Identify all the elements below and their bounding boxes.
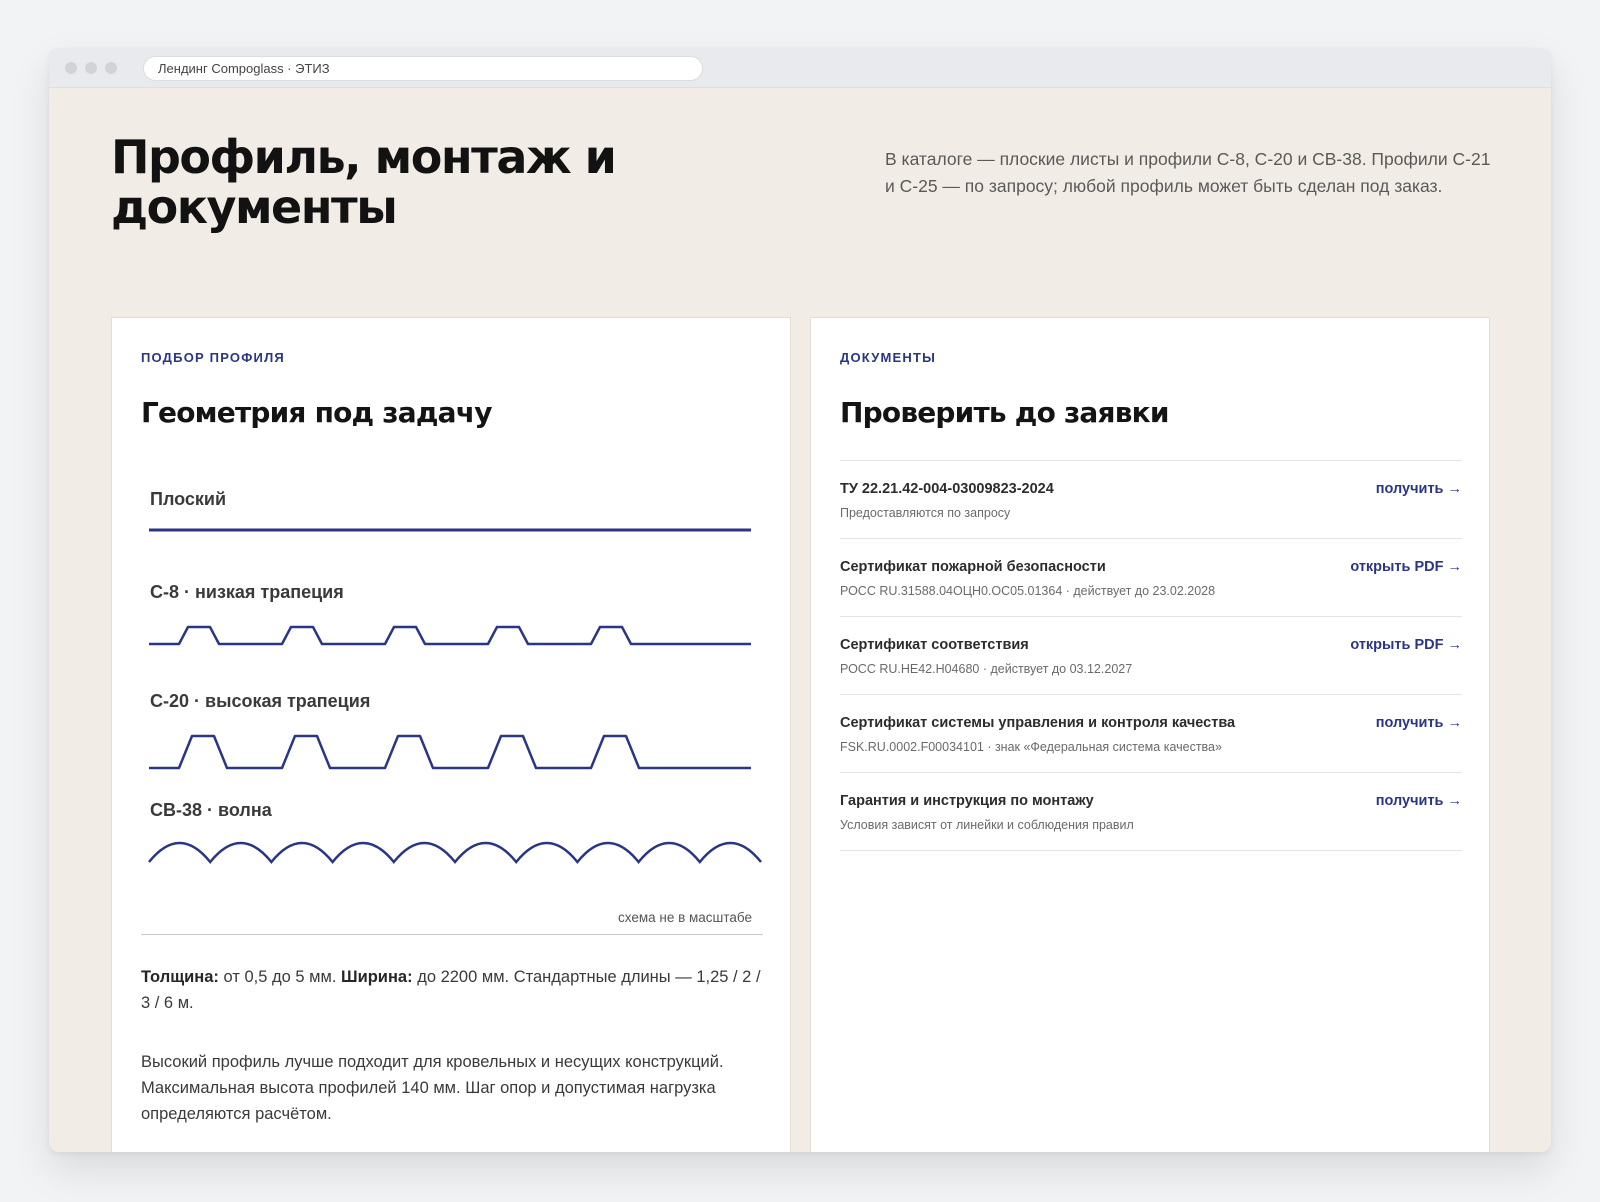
profile-label-c20: С-20 · высокая трапеция	[150, 691, 371, 711]
document-row	[840, 461, 1462, 539]
document-row	[840, 773, 1462, 851]
document-subtitle: Предоставляются по запросу	[840, 506, 1011, 520]
get-document-link[interactable]: получить →	[1375, 481, 1462, 497]
window-close-dot[interactable]	[65, 62, 77, 74]
page-title: Профиль, монтаж и документы	[111, 130, 616, 234]
window-maximize-dot[interactable]	[105, 62, 117, 74]
scale-note: схема не в масштабе	[617, 910, 752, 925]
profile-label-c8: С-8 · низкая трапеция	[150, 582, 344, 602]
document-title: Гарантия и инструкция по монтажу	[840, 793, 1094, 809]
documents-card-eyebrow: ДОКУМЕНТЫ	[840, 350, 937, 365]
address-bar[interactable]: Лендинг Compoglass · ЭТИЗ	[143, 56, 703, 81]
profile-label-flat: Плоский	[150, 489, 227, 509]
page-content	[49, 88, 1551, 1152]
get-document-link[interactable]: получить →	[1375, 793, 1462, 809]
document-title: Сертификат соответствия	[840, 637, 1029, 653]
profile-card-title: Геометрия под задачу	[141, 396, 492, 429]
profile-label-sv38: СВ-38 · волна	[150, 800, 272, 820]
document-title: Сертификат пожарной безопасности	[840, 559, 1106, 575]
document-row	[840, 695, 1462, 773]
profile-card-eyebrow: ПОДБОР ПРОФИЛЯ	[141, 350, 285, 365]
specs-text	[141, 964, 761, 1016]
width-value: до 2200 мм. Стандартные длины — 1,25 / 2 / 3 / 6 м.	[141, 968, 761, 1012]
browser-toolbar	[49, 48, 1551, 88]
document-subtitle: РОСС RU.31588.04ОЦН0.ОС05.01364 · действует до 23.02.2028	[840, 584, 1216, 598]
browser-window	[49, 48, 1551, 1152]
c20-profile-diagram	[148, 731, 758, 773]
profile-selection-card	[111, 317, 791, 1152]
document-subtitle: Условия зависят от линейки и соблюдения правил	[840, 818, 1134, 832]
document-subtitle: РОСС RU.НЕ42.Н04680 · действует до 03.12.2027	[840, 662, 1133, 676]
documents-list	[840, 460, 1462, 851]
open-pdf-link[interactable]: открыть PDF →	[1350, 559, 1462, 575]
profile-note: Высокий профиль лучше подходит для кровельных и несущих конструкций. Максимальная высота профилей 140 мм. Шаг опор и допустимая нагрузка определяются расчётом.	[141, 1053, 724, 1123]
document-row	[840, 617, 1462, 695]
thickness-label: Толщина:	[141, 968, 219, 986]
section-divider	[141, 934, 763, 935]
documents-card-title: Проверить до заявки	[840, 396, 1169, 429]
get-document-link[interactable]: получить →	[1375, 715, 1462, 731]
document-subtitle: FSK.RU.0002.F00034101 · знак «Федеральная система качества»	[840, 740, 1222, 754]
sv38-profile-diagram	[148, 840, 762, 870]
thickness-value: от 0,5 до 5 мм.	[223, 968, 337, 986]
open-pdf-link[interactable]: открыть PDF →	[1350, 637, 1462, 653]
width-label: Ширина:	[341, 968, 413, 986]
document-title: ТУ 22.21.42-004-03009823-2024	[840, 481, 1054, 497]
documents-card	[810, 317, 1490, 1152]
document-title: Сертификат системы управления и контроля качества	[840, 715, 1236, 731]
c8-profile-diagram	[148, 622, 758, 650]
document-row	[840, 539, 1462, 617]
flat-profile-diagram	[148, 523, 758, 537]
window-minimize-dot[interactable]	[85, 62, 97, 74]
page-description: В каталоге — плоские листы и профили С-8, С-20 и СВ-38. Профили С-21 и С-25 — по запросу; любой профиль может быть сделан под заказ.	[885, 149, 1491, 196]
